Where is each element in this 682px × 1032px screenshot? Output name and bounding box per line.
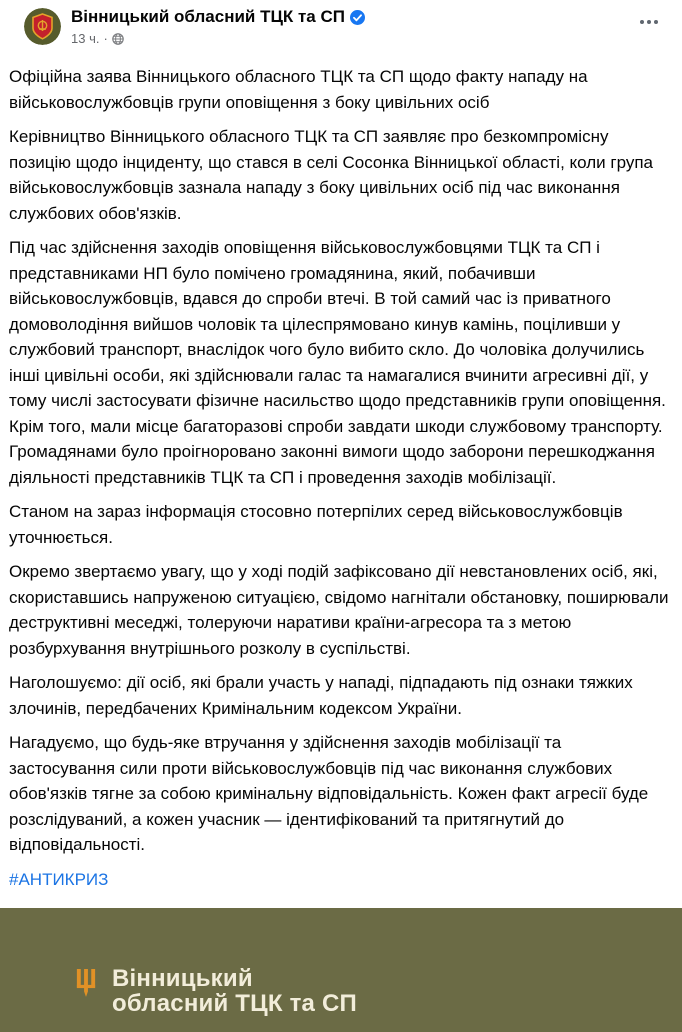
banner-title-line1: Вінницький [112, 965, 253, 992]
post-options-ellipsis-icon[interactable] [638, 14, 660, 30]
avatar-emblem-icon [24, 8, 61, 45]
hashtag-link[interactable]: #АНТИКРИЗ [9, 869, 109, 889]
meta-separator: · [103, 31, 108, 46]
post-paragraph: Керівництво Вінницького обласного ТЦК та СП заявляє про безкомпромісну позицію щодо інциденту, що стався в селі Сосонка Вінницької області, коли група військовослужбовців зазнала нападу з боку цивільних осіб під час виконання службових обов'язків. [9, 127, 654, 223]
header-text [71, 6, 666, 46]
post-meta [71, 31, 666, 46]
post-header [0, 0, 682, 58]
tryzub-trident-icon [75, 969, 97, 999]
post-paragraph: Офіційна заява Вінницького обласного ТЦК та СП щодо факту нападу на військовослужбовців групи оповіщення з боку цивільних осіб [9, 67, 588, 112]
post-paragraph: Окремо звертаємо увагу, що у ході подій зафіксовано дії невстановлених осіб, які, скориставшись напруженою ситуацією, свідомо нагнітали обстановку, поширювали деструктивні меседжі, толеруючи наративи країни-агресора та з метою розбурхування внутрішнього розколу в суспільстві. [9, 562, 669, 658]
post-image-banner[interactable] [0, 908, 682, 1032]
post-paragraph: Нагадуємо, що будь-яке втручання у здійснення заходів мобілізації та застосування сили проти військовослужбовців під час виконання службових обов'язків тягне за собою кримінальну відповідальність. Кожен факт агресії буде розслідуваний, а кожен учасник — ідентифікований та притягнутий до відповідальності. [9, 733, 649, 854]
globe-privacy-icon [112, 33, 124, 45]
banner-title [112, 966, 357, 1016]
page-avatar[interactable] [24, 8, 61, 45]
post-body [0, 58, 682, 908]
verified-badge-icon [350, 10, 365, 25]
banner-title-line2: обласний ТЦК та СП [112, 990, 357, 1017]
page-name[interactable]: Вінницький обласний ТЦК та СП [71, 7, 345, 26]
post-paragraph: Під час здійснення заходів оповіщення військовослужбовцями ТЦК та СП і представниками НП було помічено громадянина, який, побачивши військовослужбовців, вдався до спроби втечі. В той самий час із приватного домоволодіння вийшов чоловік та цілеспрямовано кинув камінь, поціливши у службовий транспорт, внаслідок чого було вибито скло. До чоловіка долучились інші цивільні особи, які здійснювали галас та намагалися вчинити агресивні дії, у тому числі застосувати фізичне насильство щодо представників групи оповіщення. Крім того, мали місце багаторазові спроби завдати шкоди службовому транспорту. Громадянами було проігноровано законні вимоги щодо заборони перешкоджання діяльності представників ТЦК та СП і проведення заходів мобілізації. [9, 238, 666, 487]
banner-logo [75, 966, 357, 1016]
timestamp[interactable]: 13 ч. [71, 31, 100, 46]
post-paragraph: Наголошуємо: дії осіб, які брали участь у нападі, підпадають під ознаки тяжких злочинів, передбачених Кримінальним кодексом України. [9, 673, 633, 718]
post-paragraph: Станом на зараз інформація стосовно потерпілих серед військовослужбовців уточнюється. [9, 502, 623, 547]
